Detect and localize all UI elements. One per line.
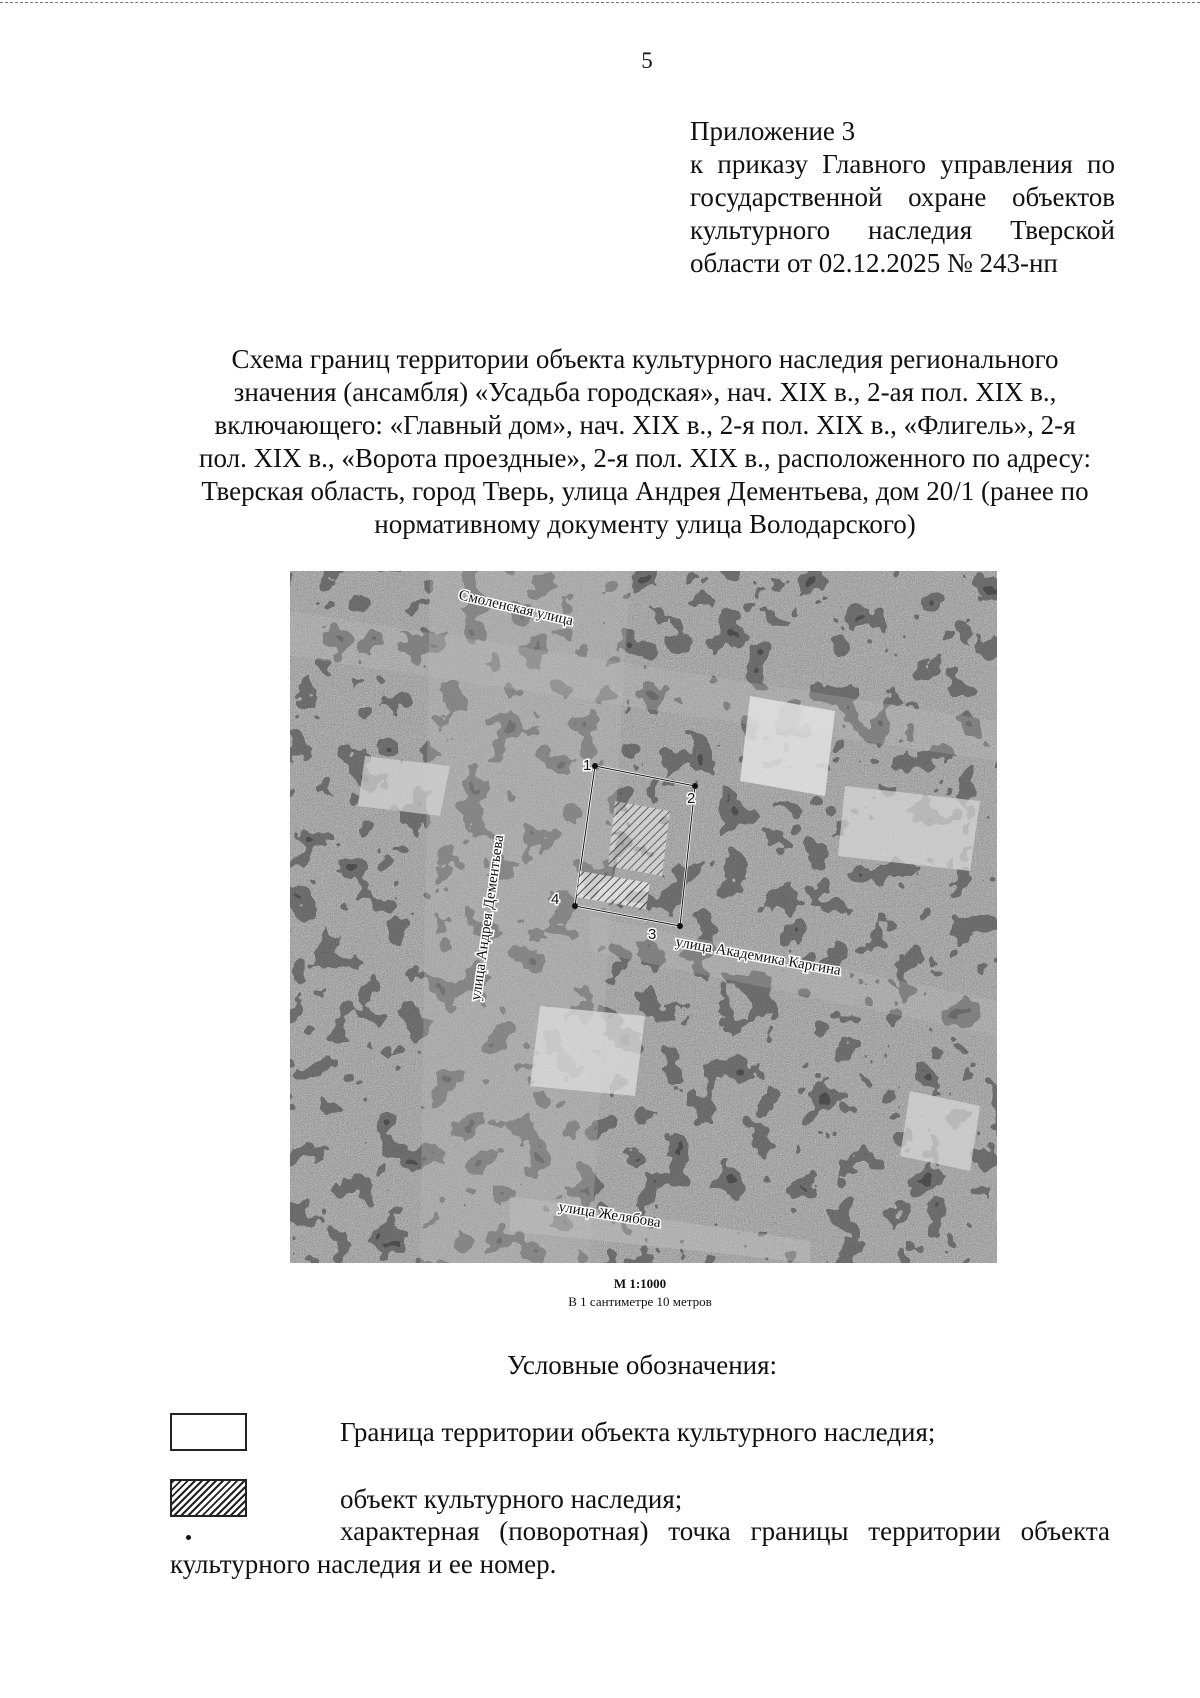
document-title [160,343,1130,541]
street-label-smolenskaya: Смоленская улица [457,587,575,630]
point-label-1: 1 [583,757,592,774]
street-label-zhelyabova: улица Желябова [557,1199,662,1232]
building [530,1006,645,1096]
legend-point-line-2: культурного наследия и ее номер. [170,1549,557,1579]
legend-point-line-1: характерная (поворотная) точка границы территории объекта [340,1516,1110,1546]
satellite-map [290,571,997,1263]
scale-note: В 1 сантиметре 10 метров [568,1294,712,1309]
map-scale [0,1275,1200,1311]
page-top-border [0,2,1200,4]
appendix-line: области от 02.12.2025 № 243-нп [690,248,1058,278]
heritage-object [608,801,670,876]
legend-boundary-symbol [170,1413,247,1451]
title-line: Схема границ территории объекта культурного наследия регионального [231,344,1059,374]
title-line: включающего: «Главный дом», нач. XIX в., 2-я пол. XIX в., «Флигель», 2-я [214,410,1076,440]
appendix-line: к приказу Главного управления по [690,149,1115,179]
building [358,756,450,816]
legend-point-text [170,1515,1110,1581]
boundary-point-1 [592,763,598,769]
page-number: 5 [641,48,653,73]
building [838,786,980,871]
appendix-header [690,115,1115,280]
map-svg [290,571,997,1263]
building [740,696,835,796]
title-line: нормативному документу улица Володарского) [374,509,916,539]
boundary-point-2 [692,783,698,789]
title-line: Тверская область, город Тверь, улица Андрея Дементьева, дом 20/1 (ранее по [201,476,1089,506]
point-label-2: 2 [687,790,696,807]
point-label-3: 3 [648,926,657,943]
appendix-line: культурного наследия Тверской [690,215,1115,245]
street-label-andreya-dementyeva: улица Андрея Дементьева [468,834,508,1002]
title-line: значения (ансамбля) «Усадьба городская», нач. XIX в., 2-ая пол. XIX в., [233,377,1057,407]
scale-ratio: М 1:1000 [613,1276,667,1291]
appendix-line: Приложение 3 [690,116,856,146]
legend-object-symbol [170,1479,247,1517]
street-label-akademika-kargina: улица Академика Каргина [674,934,842,980]
legend-boundary-text: Граница территории объекта культурного наследия; [340,1417,936,1447]
title-line: пол. XIX в., «Ворота проездные», 2-я пол. XIX в., расположенного по адресу: [199,443,1091,473]
legend-object-text: объект культурного наследия; [340,1484,683,1514]
appendix-line: государственной охране объектов [690,182,1115,212]
legend-title: Условные обозначения: [506,1350,778,1380]
boundary-point-3 [677,923,683,929]
point-label-4: 4 [551,891,560,908]
boundary-point-4 [572,903,578,909]
